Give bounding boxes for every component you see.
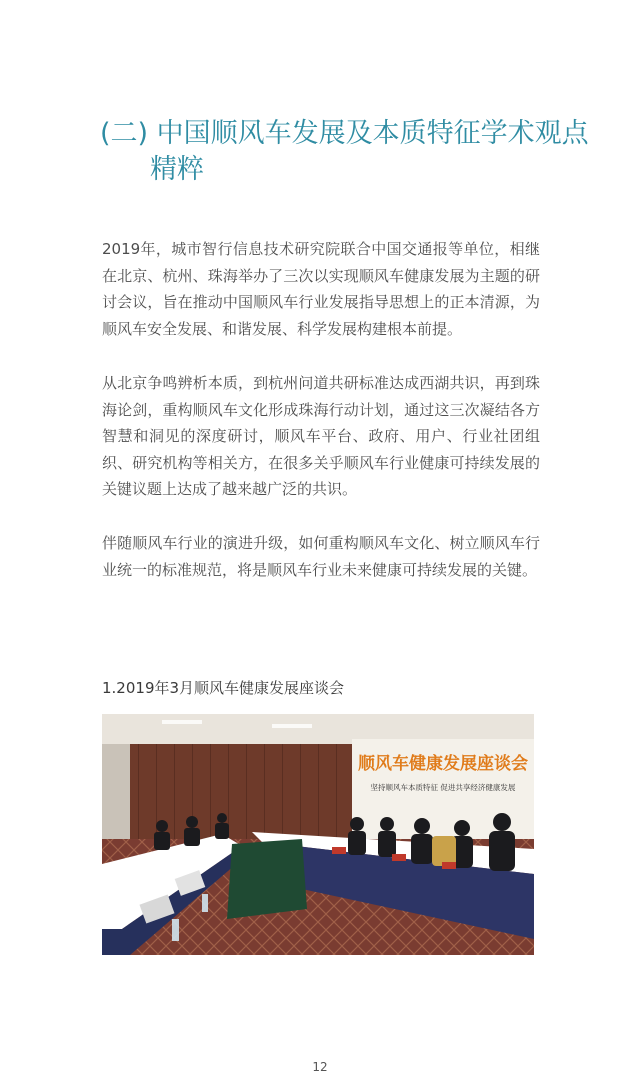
meeting-photo bbox=[102, 714, 534, 955]
center-table bbox=[227, 839, 307, 919]
banner-subtitle: 坚持顺风车本质特征 促进共享经济健康发展 bbox=[370, 783, 516, 792]
page-number: 12 bbox=[312, 1060, 328, 1074]
paragraph-3: 伴随顺风车行业的演进升级，如何重构顺风车文化、树立顺风车行业统一的标准规范，将是顺风车行业未来健康可持续发展的关键。 bbox=[102, 534, 540, 579]
figure-caption: 1.2019年3月顺风车健康发展座谈会 bbox=[102, 679, 345, 697]
section-heading: (二) 中国顺风车发展及本质特征学术观点精粹 bbox=[100, 118, 589, 185]
paragraph-1: 2019年，城市智行信息技术研究院联合中国交通报等单位，相继在北京、杭州、珠海举办了三次以实现顺风车健康发展为主题的研讨会议，旨在推动中国顺风车行业发展指导思想上的正本清源，为顺风车安全发展、和谐发展、科学发展构建根本前提。 bbox=[102, 240, 540, 338]
paragraph-2: 从北京争鸣辨析本质，到杭州问道共研标准达成西湖共识，再到珠海论剑，重构顺风车文化形成珠海行动计划，通过这三次凝结各方智慧和洞见的深度研讨，顺风车平台、政府、用户、行业社团组织、研究机构等相关方，在很多关乎顺风车行业健康可持续发展的关键议题上达成了越来越广泛的共识。 bbox=[102, 374, 540, 498]
banner-title: 顺风车健康发展座谈会 bbox=[358, 754, 528, 774]
